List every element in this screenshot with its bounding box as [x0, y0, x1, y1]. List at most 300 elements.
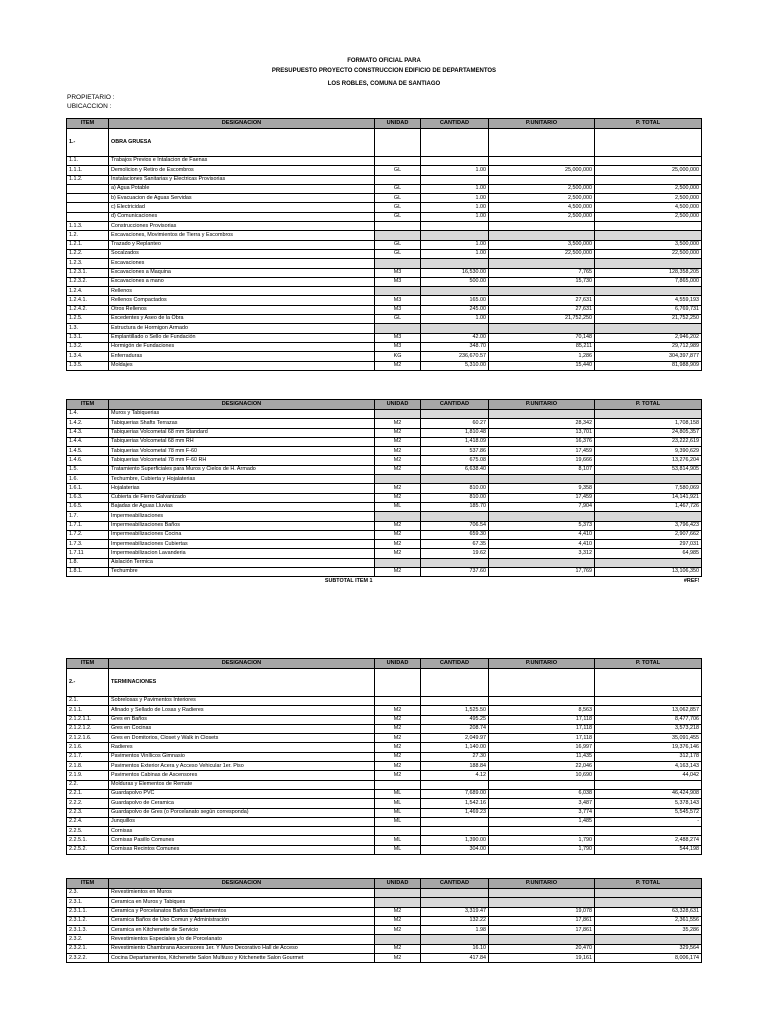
owner-label: PROPIETARIO : [67, 94, 115, 101]
table-row [67, 268, 702, 277]
total-price-cell [595, 669, 702, 697]
item-cell: 1.2.1. [67, 240, 109, 249]
total-price-cell [595, 175, 702, 184]
unit-price-cell [489, 475, 595, 484]
designation-cell: Excedentes y Aseo de la Obra [109, 315, 375, 324]
table-row [67, 845, 702, 854]
unit-price-cell: 13,701 [489, 428, 595, 437]
item-cell [67, 203, 109, 212]
table-row [67, 697, 702, 706]
designation-cell: Enferraduras [109, 352, 375, 361]
subtotal-value: #REF! [683, 577, 700, 584]
designation-cell: Guardapolvo PVC [109, 789, 375, 798]
item-cell: 2.2.1. [67, 789, 109, 798]
unit-cell: M2 [375, 530, 421, 539]
designation-cell: Guardapolvo de Ceramica [109, 799, 375, 808]
quantity-cell [421, 324, 489, 333]
item-cell: 1.3. [67, 324, 109, 333]
budget-table-muros-techumbre [66, 399, 702, 586]
quantity-cell: 417.84 [421, 954, 489, 963]
unit-price-cell: 27,631 [489, 305, 595, 314]
table-row [67, 540, 702, 549]
quantity-cell [421, 259, 489, 268]
column-header-cant: CANTIDAD [421, 119, 489, 129]
total-price-cell: 3,796,423 [595, 521, 702, 530]
column-header-pt: P. TOTAL [595, 119, 702, 129]
total-price-cell: 2,500,000 [595, 184, 702, 193]
unit-cell: M2 [375, 419, 421, 428]
designation-cell: Bajadas de Aguas Lluvias [109, 502, 375, 511]
unit-price-cell: 17,769 [489, 568, 595, 577]
unit-price-cell: 27,631 [489, 296, 595, 305]
quantity-cell: 1.00 [421, 184, 489, 193]
unit-cell [375, 222, 421, 231]
designation-cell: Pavimentos Exterior Acera y Acceso Vehicular 1er. Piso [109, 762, 375, 771]
item-cell: 1.2. [67, 231, 109, 240]
unit-cell: ML [375, 817, 421, 826]
quantity-cell: 1.98 [421, 926, 489, 935]
total-price-cell: 2,907,662 [595, 530, 702, 539]
unit-price-cell: 70,148 [489, 333, 595, 342]
unit-price-cell: 17,459 [489, 447, 595, 456]
quantity-cell: 208.74 [421, 724, 489, 733]
item-cell: 1.1.3. [67, 222, 109, 231]
unit-cell: M2 [375, 954, 421, 963]
unit-cell: ML [375, 789, 421, 798]
designation-cell: Cubierta de Fierro Galvanizado [109, 493, 375, 502]
table-row [67, 799, 702, 808]
unit-cell: GL [375, 315, 421, 324]
item-cell: 1.7.11 [67, 549, 109, 558]
unit-price-cell: 20,470 [489, 944, 595, 953]
table-row [67, 789, 702, 798]
table-row [67, 898, 702, 907]
total-price-cell: 29,712,989 [595, 342, 702, 351]
item-cell: 1.4.3. [67, 428, 109, 437]
quantity-cell: 659.30 [421, 530, 489, 539]
designation-cell: Excavaciones [109, 259, 375, 268]
unit-price-cell: 15,730 [489, 277, 595, 286]
unit-price-cell: 8,107 [489, 465, 595, 474]
quantity-cell [421, 157, 489, 166]
item-cell: 1.7.2. [67, 530, 109, 539]
table-row [67, 808, 702, 817]
unit-price-cell: 85,211 [489, 342, 595, 351]
table-row [67, 669, 702, 697]
unit-cell: M2 [375, 549, 421, 558]
unit-price-cell: 2,500,000 [489, 194, 595, 203]
unit-price-cell: 2,500,000 [489, 212, 595, 221]
item-cell: 2.2.3. [67, 808, 109, 817]
quantity-cell [421, 475, 489, 484]
item-cell: 1.6. [67, 475, 109, 484]
total-price-cell: 64,985 [595, 549, 702, 558]
unit-cell: GL [375, 166, 421, 175]
total-price-cell: - [595, 817, 702, 826]
quantity-cell: 1,810.48 [421, 428, 489, 437]
total-price-cell: 13,062,857 [595, 706, 702, 715]
item-cell: 2.1.2.1.6. [67, 734, 109, 743]
column-header-des: DESIGNACION [109, 879, 375, 889]
quantity-cell [421, 231, 489, 240]
unit-price-cell [489, 780, 595, 789]
total-price-cell: 329,564 [595, 944, 702, 953]
header-row [67, 879, 702, 889]
table-row [67, 521, 702, 530]
quantity-cell: 348.70 [421, 342, 489, 351]
quantity-cell: 537.86 [421, 447, 489, 456]
quantity-cell [421, 898, 489, 907]
total-price-cell [595, 935, 702, 944]
item-cell: 2.1.6. [67, 743, 109, 752]
column-header-uni: UNIDAD [375, 119, 421, 129]
unit-cell: M2 [375, 493, 421, 502]
item-cell: 2.3.1.2. [67, 916, 109, 925]
unit-price-cell: 19,078 [489, 907, 595, 916]
total-price-cell [595, 157, 702, 166]
total-price-cell: 297,031 [595, 540, 702, 549]
table-row [67, 240, 702, 249]
total-price-cell: 25,000,000 [595, 166, 702, 175]
unit-cell [375, 259, 421, 268]
unit-price-cell: 7,765 [489, 268, 595, 277]
total-price-cell [595, 558, 702, 567]
unit-cell: M2 [375, 916, 421, 925]
unit-price-cell [489, 889, 595, 898]
total-price-cell [595, 324, 702, 333]
item-cell: 2.3.2.1. [67, 944, 109, 953]
quantity-cell: 675.08 [421, 456, 489, 465]
total-price-cell: 21,752,250 [595, 315, 702, 324]
designation-cell: Otros Rellenos [109, 305, 375, 314]
quantity-cell [421, 697, 489, 706]
designation-cell: Estructura de Hormigon Armado [109, 324, 375, 333]
quantity-cell [421, 889, 489, 898]
quantity-cell: 2,049.97 [421, 734, 489, 743]
total-price-cell: 3,500,000 [595, 240, 702, 249]
total-price-cell [595, 898, 702, 907]
designation-cell: Hojalaterias [109, 484, 375, 493]
quantity-cell: 165.00 [421, 296, 489, 305]
item-cell: 1.5. [67, 465, 109, 474]
designation-cell: Ceramica en Kitchenette de Servicio [109, 926, 375, 935]
quantity-cell: 236,670.57 [421, 352, 489, 361]
table-row [67, 926, 702, 935]
table-row [67, 827, 702, 836]
unit-price-cell [489, 669, 595, 697]
total-price-cell: 9,390,629 [595, 447, 702, 456]
item-cell: 2.2.4. [67, 817, 109, 826]
unit-cell [375, 669, 421, 697]
designation-cell: Techumbre, Cubierta y Hojalaterias [109, 475, 375, 484]
unit-cell [375, 558, 421, 567]
unit-cell [375, 287, 421, 296]
column-header-pt: P. TOTAL [595, 879, 702, 889]
column-header-cant: CANTIDAD [421, 879, 489, 889]
table-row [67, 277, 702, 286]
unit-price-cell: 17,861 [489, 926, 595, 935]
unit-cell [375, 175, 421, 184]
quantity-cell: 1,140.00 [421, 743, 489, 752]
item-cell: 1.3.1. [67, 333, 109, 342]
item-cell: 1.4.6. [67, 456, 109, 465]
unit-cell: ML [375, 808, 421, 817]
unit-cell: M2 [375, 926, 421, 935]
table-row [67, 734, 702, 743]
table-row [67, 231, 702, 240]
document-title: FORMATO OFICIAL PARA [347, 58, 421, 64]
total-price-cell: 2,361,556 [595, 916, 702, 925]
table-row [67, 342, 702, 351]
designation-cell: d) Comunicaciones [109, 212, 375, 221]
table-row [67, 129, 702, 157]
item-cell: 2.3.1.1. [67, 907, 109, 916]
column-header-des: DESIGNACION [109, 400, 375, 410]
quantity-cell: 188.84 [421, 762, 489, 771]
designation-cell: Cocina Departamentos, Kitchenette Salon Multiuso y Kitchenette Salon Gourmet [109, 954, 375, 963]
designation-cell: Revestimiento Chambrana Ascensores 1er. Y Muro Decorativo Hall de Acceso [109, 944, 375, 953]
item-cell: 2.3.1. [67, 898, 109, 907]
quantity-cell: 185.70 [421, 502, 489, 511]
column-header-pt: P. TOTAL [595, 400, 702, 410]
column-header-cant: CANTIDAD [421, 659, 489, 669]
total-price-cell: 14,141,921 [595, 493, 702, 502]
total-price-cell: 1,467,726 [595, 502, 702, 511]
unit-cell: M3 [375, 268, 421, 277]
unit-cell [375, 512, 421, 521]
item-cell: 2.2. [67, 780, 109, 789]
unit-cell: M3 [375, 342, 421, 351]
item-cell: 2.1.8. [67, 762, 109, 771]
table-row [67, 333, 702, 342]
table-row [67, 194, 702, 203]
total-price-cell [595, 827, 702, 836]
unit-cell: M2 [375, 540, 421, 549]
item-cell: 1.3.5. [67, 361, 109, 370]
item-cell: 2.2.5.2. [67, 845, 109, 854]
unit-cell: M2 [375, 568, 421, 577]
unit-cell: M2 [375, 428, 421, 437]
header-row [67, 400, 702, 410]
table-row [67, 212, 702, 221]
item-cell [67, 212, 109, 221]
item-cell: 2.3.2.2. [67, 954, 109, 963]
total-price-cell: 2,500,000 [595, 212, 702, 221]
total-price-cell: 3,573,218 [595, 724, 702, 733]
table-row [67, 752, 702, 761]
designation-cell: Gres en Cocinas [109, 724, 375, 733]
unit-cell: M2 [375, 734, 421, 743]
quantity-cell: 1,469.23 [421, 808, 489, 817]
designation-cell: Moldajes [109, 361, 375, 370]
total-price-cell: 44,042 [595, 771, 702, 780]
quantity-cell [421, 512, 489, 521]
table-row [67, 296, 702, 305]
unit-cell: GL [375, 184, 421, 193]
quantity-cell: 495.25 [421, 715, 489, 724]
quantity-cell: 1.00 [421, 315, 489, 324]
item-cell: 1.3.2. [67, 342, 109, 351]
unit-price-cell: 16,997 [489, 743, 595, 752]
total-price-cell: 544,198 [595, 845, 702, 854]
item-cell: 1.2.3.1. [67, 268, 109, 277]
budget-table-obra-gruesa [66, 118, 702, 371]
designation-cell: Revestimientos Especiales y/o de Porcelanato [109, 935, 375, 944]
designation-cell: Techumbre [109, 568, 375, 577]
designation-cell: b) Evacuacion de Aguas Servidas [109, 194, 375, 203]
quantity-cell: 810.00 [421, 484, 489, 493]
designation-cell: Socalzados [109, 249, 375, 258]
total-price-cell: 1,708,158 [595, 419, 702, 428]
column-header-uni: UNIDAD [375, 659, 421, 669]
total-price-cell: 24,805,357 [595, 428, 702, 437]
quantity-cell: 245.00 [421, 305, 489, 314]
item-cell: 1.1.2. [67, 175, 109, 184]
designation-cell: Ceramica y Porcelanatos Baños Departamentos [109, 907, 375, 916]
table-row [67, 259, 702, 268]
table-row [67, 475, 702, 484]
unit-cell [375, 697, 421, 706]
table-row [67, 568, 702, 577]
item-cell: 2.1.7. [67, 752, 109, 761]
quantity-cell [421, 935, 489, 944]
table-row [67, 352, 702, 361]
total-price-cell: 2,946,202 [595, 333, 702, 342]
quantity-cell [421, 175, 489, 184]
header-row [67, 659, 702, 669]
unit-cell: M2 [375, 944, 421, 953]
unit-cell: M2 [375, 465, 421, 474]
table-row [67, 305, 702, 314]
subtotal-spacer [67, 577, 109, 586]
table-row [67, 428, 702, 437]
item-cell: 1.7.3. [67, 540, 109, 549]
unit-cell [375, 129, 421, 157]
unit-cell [375, 889, 421, 898]
total-price-cell [595, 129, 702, 157]
table-row [67, 817, 702, 826]
unit-cell: M2 [375, 706, 421, 715]
total-price-cell: 312,178 [595, 752, 702, 761]
table-row [67, 249, 702, 258]
quantity-cell: 5,310.00 [421, 361, 489, 370]
quantity-cell: 1.00 [421, 194, 489, 203]
table-row [67, 512, 702, 521]
table-row [67, 184, 702, 193]
subtotal-label: SUBTOTAL ITEM 1 [324, 577, 373, 584]
item-cell: 1.6.3. [67, 493, 109, 502]
quantity-cell: 60.27 [421, 419, 489, 428]
location-label: UBICACCION : [67, 103, 112, 110]
total-price-cell: 23,222,619 [595, 437, 702, 446]
unit-cell: M3 [375, 296, 421, 305]
total-price-cell: 19,376,146 [595, 743, 702, 752]
unit-price-cell [489, 827, 595, 836]
total-price-cell [595, 780, 702, 789]
unit-price-cell: 3,312 [489, 549, 595, 558]
unit-price-cell: 17,118 [489, 715, 595, 724]
designation-cell: Tratamiento Superficiales para Muros y Cielos de H. Armado [109, 465, 375, 474]
unit-cell: M3 [375, 333, 421, 342]
total-price-cell [595, 410, 702, 419]
item-cell: 2.1.2.1.1. [67, 715, 109, 724]
total-price-cell: 7,865,000 [595, 277, 702, 286]
unit-cell: M2 [375, 907, 421, 916]
quantity-cell: 1,525.50 [421, 706, 489, 715]
item-cell: 1.- [67, 129, 109, 157]
unit-cell: M3 [375, 277, 421, 286]
column-header-des: DESIGNACION [109, 659, 375, 669]
total-price-cell [595, 222, 702, 231]
table-row [67, 558, 702, 567]
total-price-cell [595, 231, 702, 240]
unit-price-cell [489, 157, 595, 166]
unit-price-cell [489, 287, 595, 296]
total-price-cell: 8,477,706 [595, 715, 702, 724]
designation-cell: Junquillos [109, 817, 375, 826]
quantity-cell: 6,638.40 [421, 465, 489, 474]
unit-price-cell: 17,118 [489, 724, 595, 733]
unit-price-cell: 8,563 [489, 706, 595, 715]
unit-price-cell [489, 222, 595, 231]
unit-price-cell [489, 129, 595, 157]
item-cell: 1.2.3.2. [67, 277, 109, 286]
document-subtitle: PRESUPUESTO PROYECTO CONSTRUCCION EDIFICIO DE DEPARTAMENTOS [271, 68, 497, 74]
table-row [67, 175, 702, 184]
quantity-cell: 1.00 [421, 249, 489, 258]
total-price-cell [595, 287, 702, 296]
quantity-cell: 1.00 [421, 240, 489, 249]
unit-cell: GL [375, 212, 421, 221]
designation-cell: Molduras y Elementos de Remate [109, 780, 375, 789]
table-row [67, 437, 702, 446]
quantity-cell [421, 827, 489, 836]
unit-price-cell: 25,000,000 [489, 166, 595, 175]
designation-cell: Aislación Termica [109, 558, 375, 567]
item-cell: 1.4.5. [67, 447, 109, 456]
total-price-cell: 35,091,455 [595, 734, 702, 743]
designation-cell: Trazado y Replanteo [109, 240, 375, 249]
unit-cell [375, 827, 421, 836]
total-price-cell: 46,424,908 [595, 789, 702, 798]
designation-cell: Excavaciones a mano [109, 277, 375, 286]
designation-cell: Rellenos Compactados [109, 296, 375, 305]
table-row [67, 954, 702, 963]
table-row [67, 916, 702, 925]
unit-price-cell: 1,286 [489, 352, 595, 361]
unit-price-cell: 4,500,000 [489, 203, 595, 212]
column-header-item: ITEM [67, 879, 109, 889]
total-price-cell: 13,106,350 [595, 568, 702, 577]
unit-cell: GL [375, 194, 421, 203]
designation-cell: Afinado y Sellado de Losas y Radieres [109, 706, 375, 715]
designation-cell: TERMINACIONES [109, 669, 375, 697]
item-cell: 2.1. [67, 697, 109, 706]
unit-price-cell [489, 697, 595, 706]
item-cell: 1.1.1. [67, 166, 109, 175]
column-header-pt: P. TOTAL [595, 659, 702, 669]
unit-price-cell: 4,410 [489, 530, 595, 539]
designation-cell: Tabiquerias Volcometal 68 mm Standard [109, 428, 375, 437]
designation-cell: Gres en Domitorios, Closet y Walk in Closets [109, 734, 375, 743]
unit-cell [375, 898, 421, 907]
unit-price-cell: 22,046 [489, 762, 595, 771]
unit-price-cell [489, 410, 595, 419]
column-header-item: ITEM [67, 119, 109, 129]
unit-cell: M2 [375, 724, 421, 733]
item-cell: 1.2.3. [67, 259, 109, 268]
total-price-cell: 2,488,274 [595, 836, 702, 845]
